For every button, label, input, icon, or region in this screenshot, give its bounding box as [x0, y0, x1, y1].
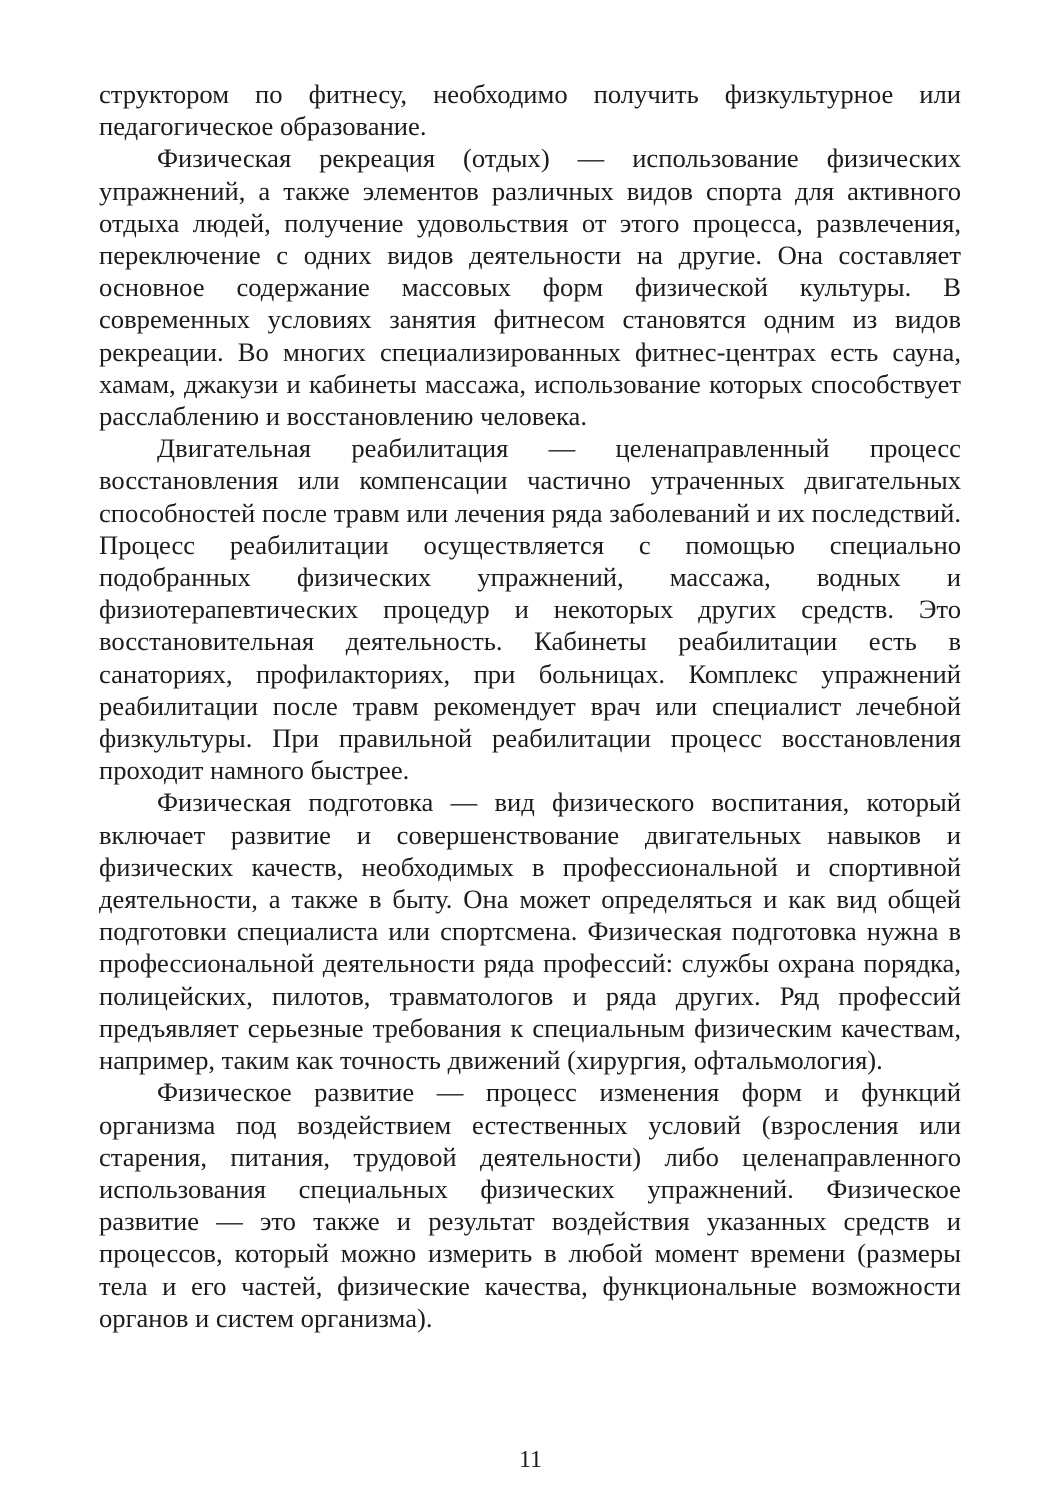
paragraph-physical-recreation: Физическая рекреация (отдых) — использование физических упражнений, а также элементов различных видов спорта для активного отдыха людей, получение удовольствия от этого процесса, развлечения, переключение с одних видов деятельности на другие. Она составляет основное содержание массовых форм физической культуры. В современных условиях занятия фитнесом становятся одним из видов рекреации. Во многих специализированных фитнес-центрах есть сауна, хамам, джакузи и кабинеты массажа, использование которых способствует расслаблению и восстановлению человека.: [99, 143, 961, 432]
paragraph-motor-rehabilitation: Двигательная реабилитация — целенаправленный процесс восстановления или компенсации частично утраченных двигательных способностей после травм или лечения ряда заболеваний и их последствий. Процесс реабилитации осуществляется с помощью специально подобранных физических упражнений, массажа, водных и физиотерапевтических процедур и некоторых других средств. Это восстановительная деятельность. Кабинеты реабилитации есть в санаториях, профилакториях, при больницах. Комплекс упражнений реабилитации после травм рекомендует врач или специалист лечебной физкультуры. При правильной реабилитации процесс восстановления проходит намного быстрее.: [99, 433, 961, 786]
paragraph-physical-development: Физическое развитие — процесс изменения форм и функций организма под воздействием естественных условий (взросления или старения, питания, трудовой деятельности) либо целенаправленного использования специальных физических упражнений. Физическое развитие — это также и результат воздействия указанных средств и процессов, который можно измерить в любой момент времени (размеры тела и его частей, физические качества, функциональные возможности органов и систем организма).: [99, 1077, 961, 1333]
paragraph-physical-training: Физическая подготовка — вид физического воспитания, который включает развитие и совершенствование двигательных навыков и физических качеств, необходимых в профессиональной и спортивной деятельности, а также в быту. Она может определяться и как вид общей подготовки специалиста или спортсмена. Физическая подготовка нужна в профессиональной деятельности ряда профессий: службы охрана порядка, полицейских, пилотов, травматологов и ряда других. Ряд профессий предъявляет серьезные требования к специальным физическим качествам, например, таким как точность движений (хирургия, офтальмология).: [99, 787, 961, 1076]
paragraph-continuation: структором по фитнесу, необходимо получить физкультурное или педагогическое образование.: [99, 79, 961, 142]
body-text: [99, 78, 961, 1334]
page-number: 11: [518, 1447, 543, 1473]
